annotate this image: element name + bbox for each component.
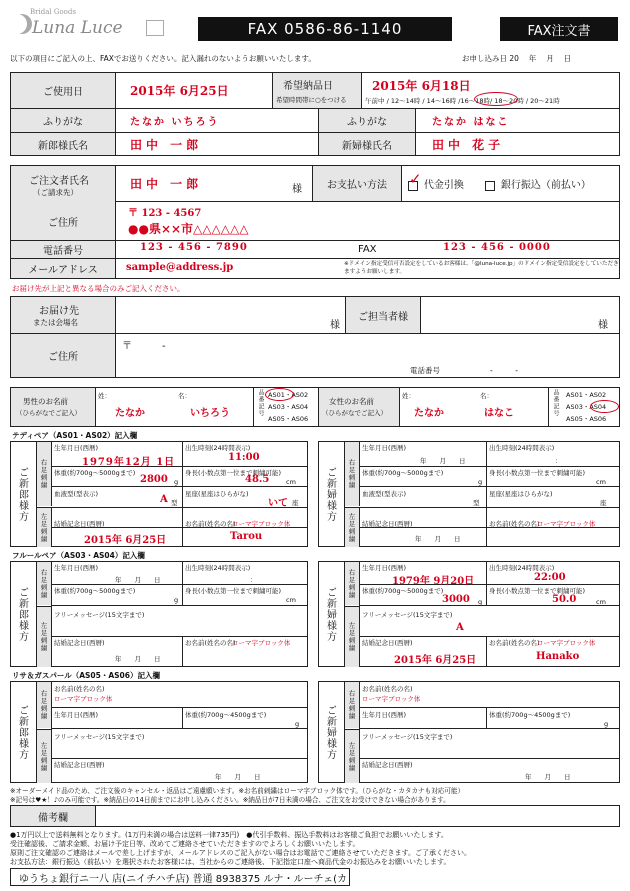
male-codes-3[interactable]: AS05・AS06 — [268, 415, 309, 423]
flour-groom-side: ご新郎様方 — [16, 586, 28, 642]
delivery-note: お届け先が上記と異なる場合のみご記入ください。 — [12, 284, 185, 293]
flour-groom-wedding-blank[interactable]: 年 月 日 — [115, 655, 161, 663]
lisa-bride-wedding-blank[interactable]: 年 月 日 — [525, 773, 571, 781]
flour-groom-time-label: 出生時刻(24時間表示) — [185, 564, 251, 572]
teddy-groom-height-label: 身長(小数点第一位まで刺繍可能) — [185, 469, 282, 477]
flour-bride-message-label: フリーメッセージ(15文字まで) — [362, 611, 453, 619]
flour-groom-message-label: フリーメッセージ(15文字まで) — [54, 611, 145, 619]
lisa-bride-right-foot: 右足刺繍 — [345, 682, 360, 728]
flour-bride-side: ご新婦様方 — [324, 586, 336, 642]
teddy-groom-right-foot: 右足刺繍 — [37, 442, 52, 506]
teddy-bride-star-unit: 座 — [600, 499, 607, 507]
teddy-bride-name-label: お名前(姓名の名) — [489, 520, 540, 528]
brand-logo — [8, 6, 168, 42]
dest-zip[interactable]: 〒 - — [122, 341, 166, 352]
male-codes-1[interactable]: AS01・AS02 — [268, 391, 309, 399]
bank-account: ゆうちょ銀行ニ一八 店(ニイチハチ店) 普通 8938375 ルナ・ルーチェ(カ — [10, 868, 350, 886]
teddy-groom-blood[interactable]: A — [160, 494, 168, 505]
female-name-label: 女性のお名前 — [329, 397, 374, 406]
flour-groom-weight-label: 体重(約700g～5000gまで) — [54, 587, 136, 595]
male-surname-label: 姓： — [98, 392, 111, 400]
male-name-sub: （ひらがなでご記入） — [16, 409, 81, 417]
female-code-circle — [590, 400, 619, 413]
teddy-bride-time-label: 出生時刻(24時間表示) — [489, 444, 555, 452]
teddy-bride-weight-label: 体重(約700g～5000gまで) — [362, 469, 444, 477]
female-codes-1[interactable]: AS01・AS02 — [566, 391, 607, 399]
usage-date-value[interactable]: 2015年 6月25日 — [130, 84, 229, 98]
flour-bride-weight[interactable]: 3000 — [442, 594, 470, 605]
bride-furigana[interactable]: たなか はなこ — [432, 117, 510, 128]
teddy-bride-right-foot: 右足刺繍 — [345, 442, 360, 506]
dest-sama: 様 — [330, 320, 340, 331]
phone-value[interactable]: 123 - 456 - 7890 — [140, 242, 248, 253]
delivery-date-label: 希望納品日 — [283, 81, 333, 92]
pay-bank-option[interactable] — [485, 176, 591, 191]
lisa-bride-name-label: お名前(姓名の名) — [362, 685, 413, 693]
female-name-label-cell — [319, 388, 400, 426]
teddy-groom-height-unit: cm — [286, 478, 296, 486]
usage-date-label: ご使用日 — [11, 73, 116, 108]
flour-groom-name-label: お名前(姓名の名) — [185, 639, 236, 647]
lisa-groom-birth-label: 生年月日(西暦) — [54, 711, 99, 719]
lisa-groom-weight-label: 体重(約700g～4500gまで) — [185, 711, 267, 719]
teddy-groom-height[interactable]: 48.5 — [245, 474, 270, 485]
teddy-groom-name[interactable]: Tarou — [230, 531, 263, 542]
email-note: ※ドメイン指定受信可否設定をしているお客様は、「@luna-luce.jp」のドメイン指定受信設定をしていただきますようお願いします。 — [344, 261, 619, 275]
dest-phone[interactable]: - - — [490, 366, 518, 375]
male-surname[interactable]: たなか — [115, 408, 145, 419]
teddy-groom-blood-unit: 型 — [171, 499, 178, 507]
order-note: ※オーダーメイド品のため、ご注文後のキャンセル・返品はご遠慮願います。※お名前刺繍はローマ字ブロック体です。（ひらがな・カタカナも対応可能） — [10, 787, 465, 795]
teddy-section-title: テディペア（AS01・AS02）記入欄 — [12, 431, 138, 440]
teddy-bride-star-label: 星座(星座はひらがな) — [489, 490, 553, 498]
teddy-groom-star[interactable]: いて — [268, 498, 288, 509]
payment-note: お支払方法：銀行振込（前払い）を選択されたお客様には、当社からのご連絡後、下記指定口座へ商品代金のお振込みをお願いいたします。 — [10, 858, 451, 866]
teddy-groom-side: ご新郎様方 — [16, 466, 28, 522]
male-name-label-cell — [11, 388, 96, 426]
shipping-note: ●1万円以上で送料無料となります。(1万円未満の場合は送料一律735円) ●代引手数料、振込手数料はお客様ご負担でお願いいたします。 — [10, 831, 448, 839]
bride-name-label: 新婦様氏名 — [319, 133, 416, 155]
teddy-bride-weight-unit: g — [478, 478, 483, 486]
flour-bride-height-unit: cm — [596, 598, 606, 606]
teddy-bride-roman-note: ローマ字ブロック体 — [537, 520, 596, 528]
teddy-bride-birth-label: 生年月日(西暦) — [362, 444, 407, 452]
teddy-bride-birth-blank[interactable]: 年 月 日 — [420, 457, 466, 465]
female-item-label: 品番記号 — [552, 389, 559, 417]
lisa-groom-right-foot: 右足刺繍 — [37, 682, 52, 728]
flour-groom-roman-note: ローマ字ブロック体 — [232, 639, 291, 647]
flour-bride-height[interactable]: 50.0 — [552, 594, 577, 605]
male-given-label: 名： — [178, 392, 191, 400]
apply-date: お申し込み日 20 年 月 日 — [462, 54, 572, 63]
teddy-groom-star-label: 星座(星座はひらがな) — [185, 490, 249, 498]
confirm-note: 受注確認後、ご請求金額、お届け予定日等、改めてご連絡させていただきますのでよろしくお願いいたします。 — [10, 840, 360, 848]
groom-furigana[interactable]: たなか いちろう — [130, 117, 220, 128]
form-title: FAX注文書 — [500, 17, 618, 41]
lisa-groom-side: ご新郎様方 — [16, 704, 28, 760]
flour-groom-birth-label: 生年月日(西暦) — [54, 564, 99, 572]
flour-bride-wedding[interactable]: 2015年 6月25日 — [394, 655, 477, 666]
teddy-groom-blood-label: 血液型(型表示) — [54, 490, 99, 498]
remarks-input[interactable] — [96, 806, 619, 826]
flour-bride-height-label: 身長(小数点第一位まで刺繍可能) — [489, 587, 586, 595]
female-name-sub: （ひらがなでご記入） — [322, 409, 387, 417]
flour-section-title: フルールペア（AS03・AS04）記入欄 — [12, 551, 145, 560]
address-zip[interactable]: 〒 123 - 4567 — [128, 208, 202, 219]
phone-label: 電話番号 — [11, 241, 116, 258]
flour-bride-name-label: お名前(姓名の名) — [489, 639, 540, 647]
teddy-bride-wedding-blank[interactable]: 年 月 日 — [415, 535, 461, 543]
lisa-groom-left-foot: 左足刺繍 — [37, 729, 52, 783]
dest-phone-label: 電話番号 — [410, 366, 440, 375]
flour-groom-weight-unit: g — [174, 596, 179, 604]
teddy-groom-wedding[interactable]: 2015年 6月25日 — [84, 535, 167, 546]
lisa-groom-roman-note: ローマ字ブロック体 — [54, 695, 113, 703]
flour-groom-right-foot: 右足刺繍 — [37, 562, 52, 605]
teddy-bride-left-foot: 左足刺繍 — [345, 507, 360, 547]
flour-groom-height-label: 身長(小数点第一位まで刺繍可能) — [185, 587, 282, 595]
flour-bride-wedding-label: 結婚記念日(西暦) — [362, 639, 413, 647]
delivery-time-slots[interactable]: 午前中 / 12～14時 / 14～16時 /16～18時/ 18～20時 / 20～21時 — [365, 97, 560, 105]
teddy-groom-left-foot: 左足刺繍 — [37, 507, 52, 547]
lisa-groom-wedding-label: 結婚記念日(西暦) — [54, 761, 105, 769]
pay-cod-label: 代金引換 — [423, 180, 464, 191]
teddy-bride-side: ご新婦様方 — [324, 466, 336, 522]
pay-bank-checkbox[interactable] — [485, 181, 495, 191]
flour-bride-left-foot: 左足刺繍 — [345, 606, 360, 667]
delivery-date-label-cell — [273, 73, 362, 108]
flour-bride-name[interactable]: Hanako — [536, 651, 580, 662]
flour-bride-roman-note: ローマ字ブロック体 — [537, 639, 596, 647]
orderer-name-label: ご注文者氏名 — [29, 176, 89, 187]
teddy-bride-blood-label: 血液型(型表示) — [362, 490, 407, 498]
flour-bride-birth[interactable]: 1979年 9月20日 — [392, 576, 475, 587]
lisa-bride-side: ご新婦様方 — [324, 704, 336, 760]
teddy-groom-time-label: 出生時刻(24時間表示) — [185, 444, 251, 452]
orderer-name-label-cell — [11, 166, 116, 203]
flour-groom-left-foot: 左足刺繍 — [37, 606, 52, 667]
teddy-groom-weight-label: 体重(約700g～5000gまで) — [54, 469, 136, 477]
teddy-bride-height-unit: cm — [596, 478, 606, 486]
orderer-name-value[interactable]: 田中 一郎 — [130, 177, 203, 191]
flour-bride-time-label: 出生時刻(24時間表示) — [489, 564, 555, 572]
email-value[interactable]: sample@address.jp — [126, 262, 234, 273]
dest-label-cell — [11, 297, 116, 334]
lisa-section-title: リサ＆ガスパール（AS05・AS06）記入欄 — [12, 671, 160, 680]
male-name-label: 男性のお名前 — [23, 397, 68, 406]
address-value[interactable]: ●●県××市△△△△△△ — [128, 222, 249, 236]
teddy-bride-time-blank[interactable]: ： — [555, 457, 562, 465]
lisa-groom-name-label: お名前(姓名の名) — [54, 685, 105, 693]
teddy-groom-wedding-label: 結婚記念日(西暦) — [54, 520, 105, 528]
female-codes-2[interactable]: AS03・AS04 — [566, 403, 607, 411]
female-given-label: 名： — [480, 392, 493, 400]
flour-groom-height-unit: cm — [286, 596, 296, 604]
female-surname-label: 姓： — [402, 392, 415, 400]
teddy-bride-height-label: 身長(小数点第一位まで刺繍可能) — [489, 469, 586, 477]
flour-groom-time-blank[interactable]: ： — [250, 576, 257, 584]
teddy-groom-time[interactable]: 11:00 — [228, 452, 260, 463]
dest-label: お届け先 — [39, 306, 79, 317]
symbol-note: ※記号は♥★！♪のみ可能です。※納品日の14日前までにお申し込みください。※納品日が7日未満の場合、ご注文をお受けできない場合があります。 — [10, 796, 450, 804]
lisa-groom-message-label: フリーメッセージ(15文字まで) — [54, 733, 145, 741]
orderer-name-sub: （ご請求先） — [33, 188, 78, 197]
orderer-sama: 様 — [292, 184, 302, 195]
teddy-bride-wedding-label: 結婚記念日(西暦) — [362, 520, 413, 528]
delivery-date-sub: 希望時間帯に○をつける — [276, 96, 347, 104]
selected-slot-circle — [474, 92, 518, 106]
male-given[interactable]: いちろう — [190, 408, 230, 419]
teddy-groom-weight[interactable]: 2800 — [140, 474, 168, 485]
flour-bride-right-foot: 右足刺繍 — [345, 562, 360, 605]
female-codes-3[interactable]: AS05・AS06 — [566, 415, 607, 423]
fax-label: FAX — [358, 244, 377, 255]
male-code-circle — [265, 388, 294, 401]
flour-bride-time[interactable]: 22:00 — [534, 572, 566, 583]
email-label: メールアドレス — [11, 259, 116, 278]
remarks-label: 備考欄 — [11, 806, 96, 826]
dest-sub: または会場名 — [33, 318, 78, 327]
male-codes-2[interactable]: AS03・AS04 — [268, 403, 309, 411]
dest-address-label: ご住所 — [11, 334, 116, 377]
lisa-bride-message-label: フリーメッセージ(15文字まで) — [362, 733, 453, 741]
intro-text: 以下の項目にご記入の上、FAXでお送りください。記入漏れのないようお願いいたします。 — [10, 54, 316, 63]
bride-furigana-label: ふりがな — [319, 109, 416, 132]
lisa-groom-wedding-blank[interactable]: 年 月 日 — [215, 773, 261, 781]
address-label: ご住所 — [11, 202, 116, 240]
lisa-groom-weight-unit: g — [295, 720, 300, 728]
teddy-groom-roman-note: ローマ字ブロック体 — [232, 520, 291, 528]
teddy-groom-birth[interactable]: 1979年12月 1日 — [82, 457, 176, 468]
contact-label: ご担当者様 — [346, 297, 421, 333]
flour-bride-message[interactable]: A — [456, 622, 464, 633]
flour-groom-wedding-label: 結婚記念日(西暦) — [54, 639, 105, 647]
male-item-label: 品番記号 — [257, 389, 264, 417]
check-mark-icon: ✓ — [409, 170, 422, 188]
teddy-bride-blood-unit: 型 — [473, 499, 480, 507]
female-given[interactable]: はなこ — [484, 408, 514, 419]
teddy-groom-name-label: お名前(姓名の名) — [185, 520, 236, 528]
pay-bank-label: 銀行振込（前払い） — [500, 180, 591, 191]
teddy-groom-birth-label: 生年月日(西暦) — [54, 444, 99, 452]
delivery-date-value[interactable]: 2015年 6月18日 — [372, 79, 471, 93]
groom-name-label: 新郎様氏名 — [11, 133, 116, 155]
lisa-bride-weight-label: 体重(約700g～4500gまで) — [489, 711, 571, 719]
contact-note: 原則ご注文確認のご連絡はメールで差し上げますが、メールアドレスのご記入がない場合はお電話でご連絡させていただきます。ご了承ください。 — [10, 849, 471, 857]
brand-name: Luna Luce — [32, 18, 123, 38]
gift-icon — [146, 20, 164, 36]
fax-number-banner: FAX 0586-86-1140 — [198, 17, 452, 41]
groom-name[interactable]: 田中 一郎 — [130, 138, 203, 152]
teddy-groom-weight-unit: g — [174, 478, 179, 486]
flour-bride-weight-unit: g — [478, 598, 483, 606]
pay-cod-option[interactable] — [408, 170, 464, 191]
lisa-bride-weight-unit: g — [604, 720, 609, 728]
brand-small-text: Bridal Goods — [30, 8, 76, 16]
flour-bride-weight-label: 体重(約700g～5000gまで) — [362, 587, 444, 595]
female-surname[interactable]: たなか — [414, 408, 444, 419]
lisa-bride-left-foot: 左足刺繍 — [345, 729, 360, 783]
groom-furigana-label: ふりがな — [11, 109, 116, 132]
teddy-groom-star-unit: 座 — [292, 499, 299, 507]
fax-value[interactable]: 123 - 456 - 0000 — [443, 242, 551, 253]
lisa-bride-wedding-label: 結婚記念日(西暦) — [362, 761, 413, 769]
lisa-bride-roman-note: ローマ字ブロック体 — [362, 695, 421, 703]
flour-bride-birth-label: 生年月日(西暦) — [362, 564, 407, 572]
lisa-bride-birth-label: 生年月日(西暦) — [362, 711, 407, 719]
flour-groom-birth-blank[interactable]: 年 月 日 — [115, 576, 161, 584]
payment-label: お支払い方法 — [313, 166, 402, 201]
bride-name[interactable]: 田中 花子 — [432, 138, 505, 152]
moon-icon — [12, 14, 32, 34]
contact-sama: 様 — [598, 320, 608, 331]
